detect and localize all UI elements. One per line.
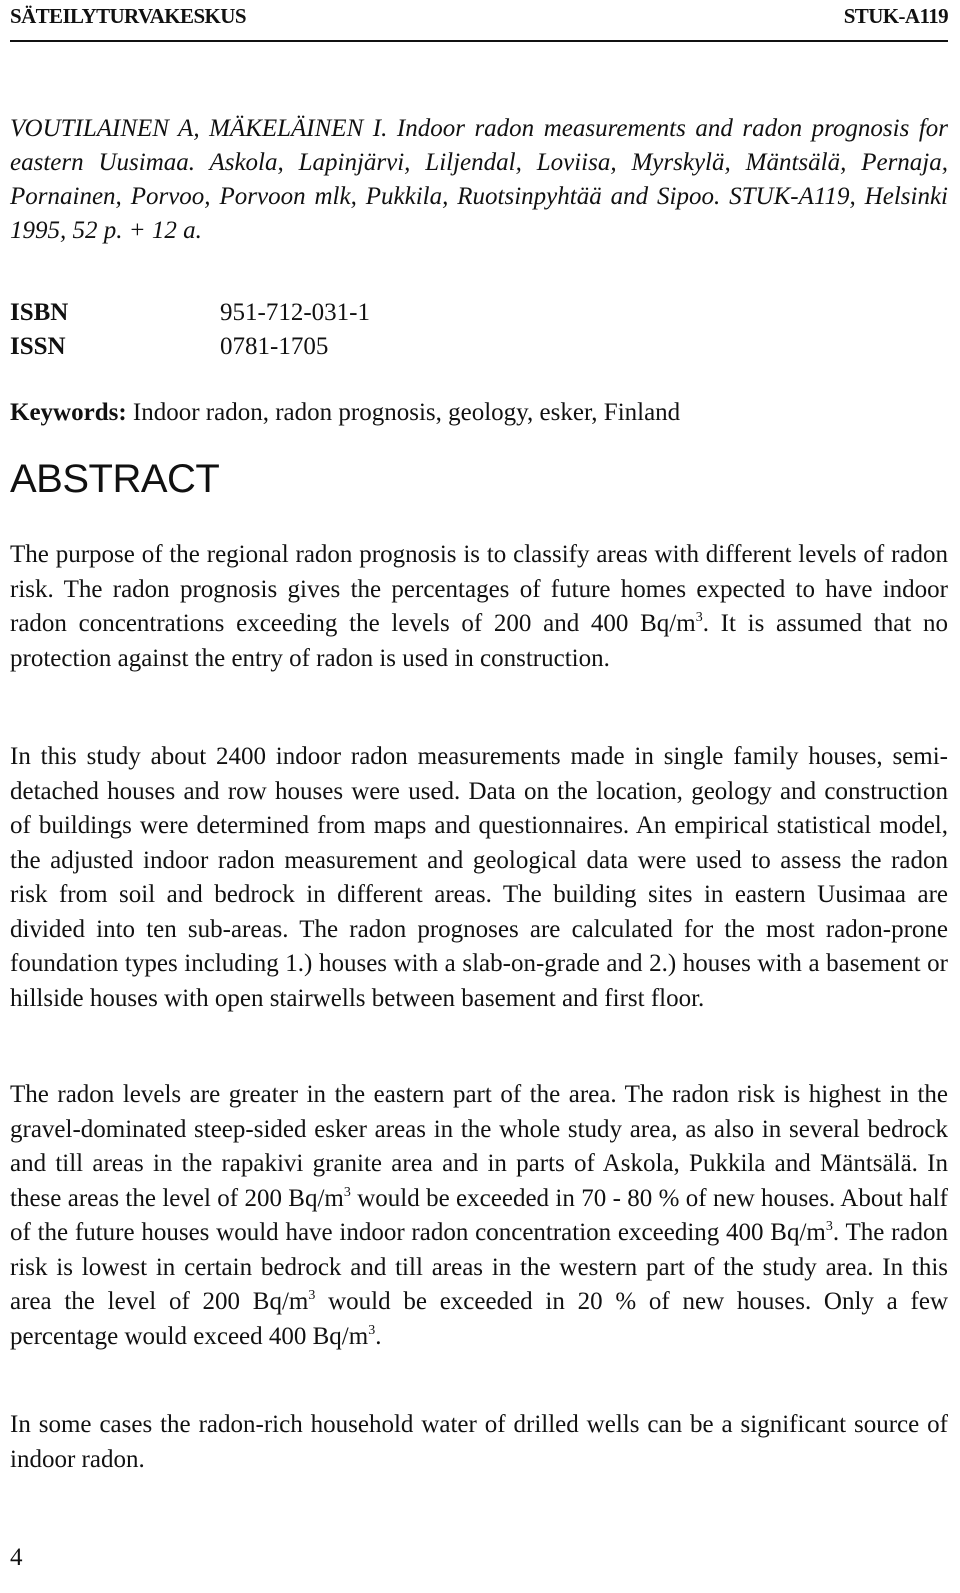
header-report-number: STUK-A119 — [843, 4, 948, 28]
isbn-value: 951-712-031-1 — [220, 299, 370, 326]
p3-superscript-2: 3 — [825, 1219, 833, 1234]
issn-label: ISSN — [10, 333, 66, 360]
p1-superscript: 3 — [695, 610, 703, 625]
abstract-paragraph-4: In some cases the radon-rich household water of drilled wells can be a significant source of indoor radon. — [10, 1411, 948, 1473]
p1-text-a: The purpose of the regional radon prognosis is to classify areas with different levels of radon risk. The radon prognosis gives the percentages of future homes expected to have indoor radon concentrations exceeding the levels of 200 and 400 Bq/m — [10, 541, 948, 637]
keywords-line — [10, 396, 680, 430]
p3-text-e: . — [375, 1322, 382, 1350]
p3-text-b: would be exceeded in 70 - 80 % of new houses. About half of the future houses would have indoor radon concentration exceeding 400 Bq/m — [10, 1184, 948, 1246]
p3-text-d: would be exceeded in 20 % of new houses. Only a few percentage would exceed 400 Bq/m — [10, 1288, 948, 1350]
abstract-paragraph-3 — [10, 1078, 948, 1354]
p3-superscript-3: 3 — [308, 1288, 316, 1303]
abstract-paragraph-2: In this study about 2400 indoor radon measurements made in single family houses, semi-detached houses and row houses were used. Data on the location, geology and construction of buildings were determined from maps and questionnaires. An empirical statistical model, the adjusted indoor radon measurement and geological data were used to assess the radon risk from soil and bedrock in different areas. The building sites in eastern Uusimaa are divided into ten sub-areas. The radon prognoses are calculated for the most radon-prone foundation types including 1.) houses with a slab-on-grade and 2.) houses with a basement or hillside houses with open stairwells between basement and first floor. — [10, 743, 948, 1012]
abstract-paragraph-1 — [10, 538, 948, 676]
keywords-text: Indoor radon, radon prognosis, geology, esker, Finland — [132, 399, 681, 426]
p3-superscript-4: 3 — [368, 1322, 376, 1338]
header-organization: SÄTEILYTURVAKESKUS — [10, 4, 246, 28]
page-number: 4 — [10, 1544, 23, 1571]
p3-superscript-1: 3 — [343, 1184, 351, 1200]
abstract-heading: ABSTRACT — [10, 457, 220, 501]
bibliographic-citation: VOUTILAINEN A, MÄKELÄINEN I. Indoor radon measurements and radon prognosis for eastern Uusimaa. Askola, Lapinjärvi, Liljendal, Loviisa, Myrskylä, Mäntsälä, Pernaja, Pornainen, Porvoo, Porvoon mlk, Pukkila, Ruotsinpyhtää and Sipoo. STUK-A119, Helsinki 1995, 52 p. + 12 a. — [10, 115, 948, 244]
keywords-label: Keywords: — [10, 399, 127, 426]
p1-text-b: . It is assumed that no protection against the entry of radon is used in construction. — [10, 610, 948, 672]
p3-text-a: The radon levels are greater in the eastern part of the area. The radon risk is highest in the gravel-dominated steep-sided esker areas in the whole study area, as also in several bedrock and till areas in the rapakivi granite area and in parts of Askola, Pukkila and Mäntsälä. In these areas the level of 200 Bq/m — [10, 1081, 948, 1212]
document-page — [10, 0, 948, 1593]
isbn-label: ISBN — [10, 299, 69, 326]
header-divider — [10, 40, 948, 42]
p3-text-c: . The radon risk is lowest in certain bedrock and till areas in the western part of the study area. In this area the level of 200 Bq/m — [10, 1219, 948, 1315]
issn-value: 0781-1705 — [220, 333, 329, 360]
